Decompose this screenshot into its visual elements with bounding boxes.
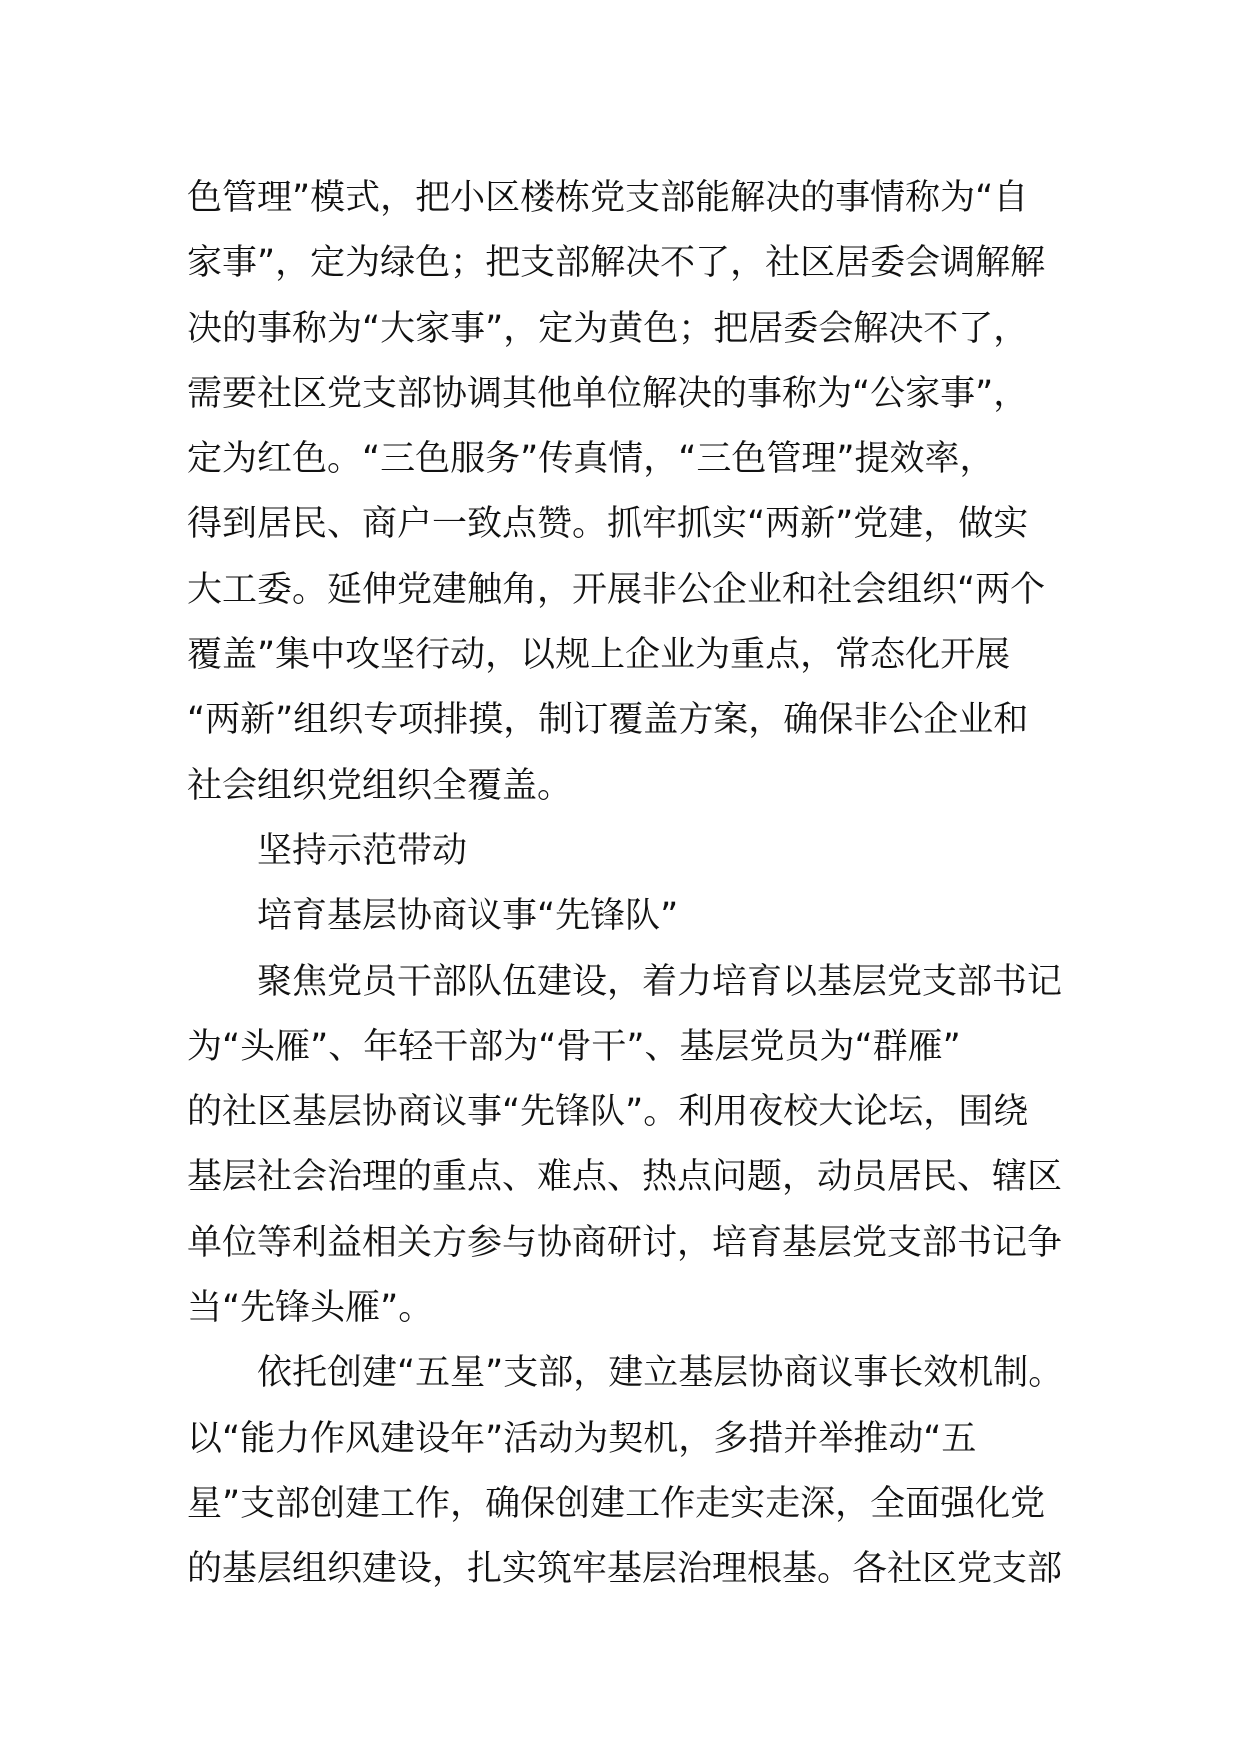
text-line: 得到居民、商户一致点赞。抓牢抓实“两新”党建，做实: [187, 504, 1029, 545]
paragraph-start: 聚焦党员干部队伍建设，着力培育以基层党支部书记: [257, 961, 1063, 1002]
text-line: 基层社会治理的重点、难点、热点问题，动员居民、辖区: [187, 1157, 1063, 1198]
document-body: [187, 166, 1067, 1603]
text-line: 覆盖”集中攻坚行动，以规上企业为重点，常态化开展: [187, 635, 1011, 676]
text-line: 决的事称为“大家事”，定为黄色；把居委会解决不了，: [187, 308, 1029, 349]
text-line: “两新”组织专项排摸，制订覆盖方案，确保非公企业和: [187, 700, 1029, 741]
paragraph-start: 依托创建“五星”支部，建立基层协商议事长效机制。: [257, 1353, 1064, 1394]
section-subheading: 培育基层协商议事“先锋队”: [257, 896, 679, 937]
text-line: 的基层组织建设，扎实筑牢基层治理根基。各社区党支部: [187, 1549, 1063, 1590]
text-line: 家事”，定为绿色；把支部解决不了，社区居委会调解解: [187, 243, 1046, 284]
text-line: 单位等利益相关方参与协商研讨，培育基层党支部书记争: [187, 1222, 1063, 1263]
text-line: 星”支部创建工作，确保创建工作走实走深，全面强化党: [187, 1483, 1046, 1524]
text-line: 社会组织党组织全覆盖。: [187, 765, 573, 806]
section-heading: 坚持示范带动: [257, 830, 468, 871]
text-line: 以“能力作风建设年”活动为契机，多措并举推动“五: [187, 1418, 977, 1459]
text-line: 定为红色。“三色服务”传真情，“三色管理”提效率，: [187, 439, 995, 480]
text-line: 的社区基层协商议事“先锋队”。利用夜校大论坛，围绕: [187, 1092, 1029, 1133]
text-line: 为“头雁”、年轻干部为“骨干”、基层党员为“群雁”: [187, 1026, 961, 1067]
text-line: 需要社区党支部协调其他单位解决的事称为“公家事”，: [187, 373, 1029, 414]
text-line: 大工委。延伸党建触角，开展非公企业和社会组织“两个: [187, 569, 1046, 610]
text-line: 当“先锋头雁”。: [187, 1288, 434, 1329]
text-line: 色管理”模式，把小区楼栋党支部能解决的事情称为“自: [187, 178, 1029, 218]
